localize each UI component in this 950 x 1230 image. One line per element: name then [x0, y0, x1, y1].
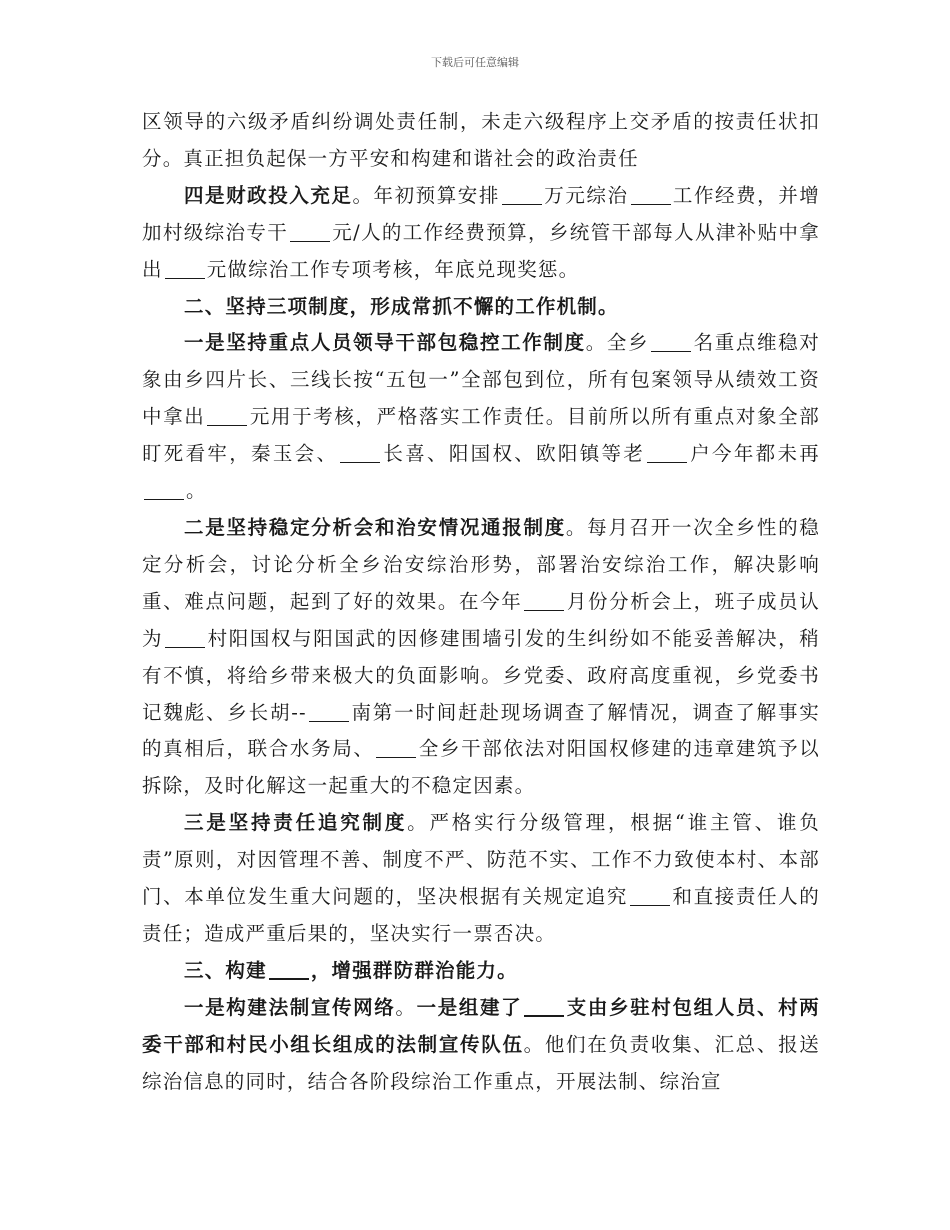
bold-text-run: 三是坚持责任追究制度 [184, 811, 408, 835]
text-run: 村阳国权与阳国武的因修建围墙引发的生纠纷如不能妥善解决，稍有不慎，将给乡带来极大的负面影响。乡党委、政府高度重视，乡党委书记魏彪、乡长胡-- [142, 626, 820, 724]
text-run: 元用于考核，严格落实工作责任。目前所以所有重点对象全部盯死看牢，秦玉会、 [142, 405, 820, 466]
fill-in-blank [524, 590, 564, 611]
paragraph-p8 [142, 990, 820, 1101]
fill-in-blank [165, 627, 205, 648]
fill-in-blank [647, 443, 687, 464]
fill-in-blank [269, 958, 309, 980]
document-body [142, 104, 820, 1100]
text-run: 区领导的六级矛盾纠纷调处责任制，未走六级程序上交矛盾的按责任状扣分。真正担负起保一方平安和构建和谐社会的政治责任 [142, 110, 820, 170]
text-run: 户今年都未再 [689, 442, 821, 466]
fill-in-blank [651, 332, 691, 353]
paragraph-p7 [142, 953, 820, 990]
text-run: 。全乡 [585, 331, 650, 355]
bold-text-run: ，增强群防群治能力。 [310, 958, 518, 982]
paragraph-p2 [142, 178, 820, 289]
text-run: 工作经费，并增加村级综治专干 [142, 183, 820, 244]
fill-in-blank [340, 443, 380, 464]
bold-text-run: 三、构建 [184, 958, 267, 982]
text-run: 。他们在负责收集、汇总、报送综治信息的同时，结合各阶段综治工作重点，开展法制、综治宣 [142, 1032, 820, 1093]
paragraph-p6 [142, 805, 820, 953]
paragraph-p3 [142, 289, 820, 326]
text-run: 。每月召开一次全乡性的稳定分析会，讨论分析全乡治安综治形势，部署治安综治工作，解决影响重、难点问题，起到了好的效果。在今年 [142, 515, 820, 613]
bold-text-run: 四是财政投入充足 [184, 183, 353, 207]
text-run: 南第一时间赶赴现场调查了解情况，调查了解事实的真相后，联合水务局、 [142, 700, 820, 761]
bold-text-run: 一是构建法制宣传网络 [184, 995, 396, 1019]
fill-in-blank [524, 995, 564, 1017]
paragraph-p4 [142, 325, 820, 510]
text-run: 元做综治工作专项考核，年底兑现奖惩。 [206, 257, 580, 281]
bold-text-run: 一是坚持重点人员领导干部包稳控工作制度 [184, 331, 586, 355]
fill-in-blank [502, 184, 542, 205]
fill-in-blank [631, 184, 671, 205]
text-run: 。 [186, 479, 207, 503]
fill-in-blank [309, 701, 349, 722]
text-run: 。年初预算安排 [352, 183, 500, 207]
text-run: 名重点维稳对象由乡四片长、三线长按“五包一”全部包到位，所有包案领导从绩效工资中拿出 [142, 331, 820, 429]
text-run: 。 [395, 995, 417, 1019]
text-run: 。严格实行分级管理，根据“谁主管、谁负责”原则，对因管理不善、制度不严、防范不实、工作不力致使本村、本部门、本单位发生重大问题的，坚决根据有关规定追究 [142, 811, 820, 909]
fill-in-blank [630, 886, 670, 907]
text-run: 万元综治 [543, 183, 629, 207]
paragraph-p1 [142, 104, 820, 178]
bold-text-run: 二是坚持稳定分析会和治安情况通报制度 [184, 515, 566, 539]
text-run: 全乡干部依法对阳国权修建的违章建筑予以拆除，及时化解这一起重大的不稳定因素。 [142, 737, 820, 798]
paragraph-p5 [142, 510, 820, 805]
fill-in-blank [165, 258, 205, 279]
text-run: 长喜、阳国权、欧阳镇等老 [382, 442, 646, 466]
text-run: 和直接责任人的责任；造成严重后果的，坚决实行一票否决。 [142, 885, 820, 945]
bold-text-run: 二、坚持三项制度，形成常抓不懈的工作机制。 [184, 294, 619, 318]
bold-text-run: 支由乡驻村包组人员、村两委干部和村民小组长组成的法制宣传队伍 [142, 995, 820, 1056]
bold-text-run: 一是组建了 [416, 995, 523, 1019]
text-run: 月份分析会上，班子成员认为 [142, 589, 820, 650]
fill-in-blank [290, 221, 330, 242]
fill-in-blank [376, 738, 416, 759]
page-header: 下载后可任意编辑 [431, 56, 519, 69]
text-run: 元/人的工作经费预算，乡统管干部每人从津补贴中拿出 [142, 220, 821, 281]
fill-in-blank [144, 480, 184, 501]
fill-in-blank [207, 406, 247, 427]
